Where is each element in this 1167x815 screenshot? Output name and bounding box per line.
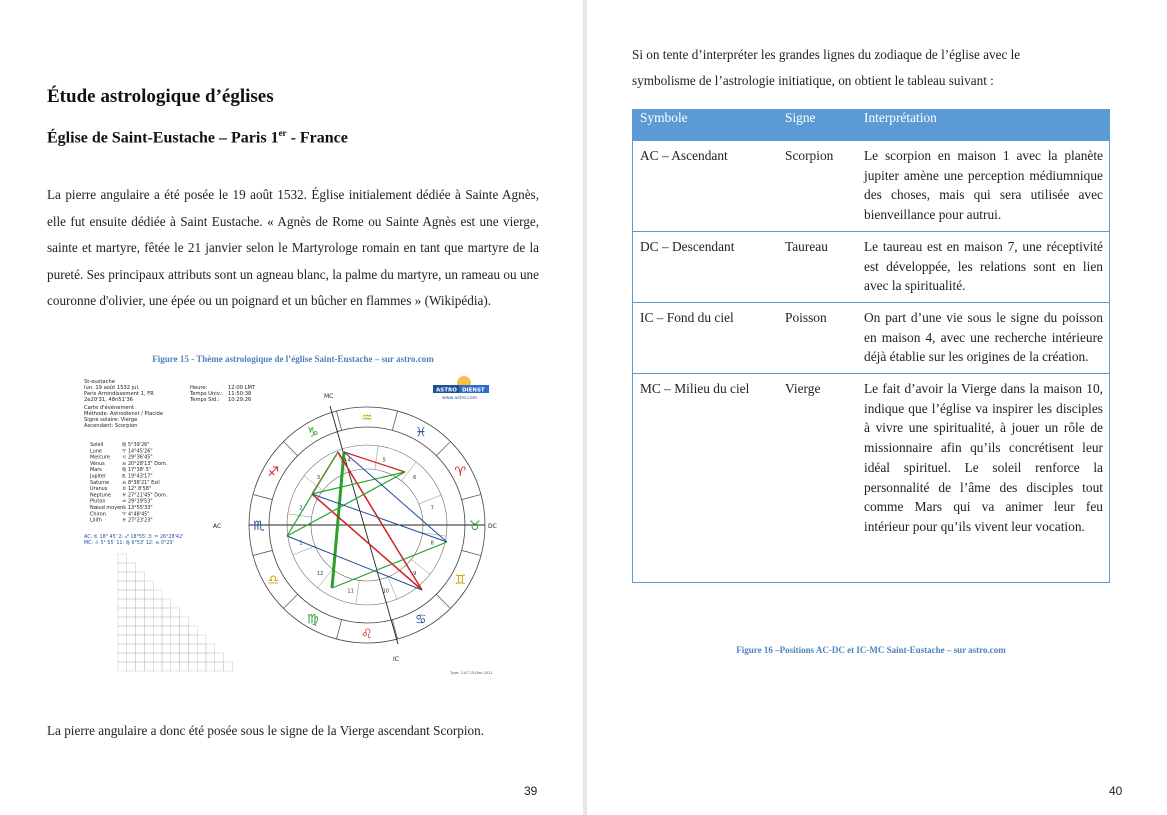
conclusion-paragraph: La pierre angulaire a donc été posée sous le signe de la Vierge ascendant Scorpion. xyxy=(47,723,485,738)
planet-position: ♏ 19°43'17" xyxy=(122,473,153,480)
aspect-cell xyxy=(171,608,180,617)
intro-paragraph: La pierre angulaire a été posée le 19 août 1532. Église initialement dédiée à Sainte Agnès, elle fut ensuite dédiée à Saint Eustache. « Agnès de Rome ou Sainte Agnès est une vierge, sainte et martyre, fêtée le 21 janvier selon le Martyrologe romain en tant que martyre de la pureté. Ses principaux attributs sont un agneau blanc, la palme du martyre, un rameau ou une couronne d'olivier, une épée ou un poignard et un bûcher en flammes » (Wikipédia). xyxy=(47,187,539,309)
aspect-cell xyxy=(171,617,180,626)
aspect-cell xyxy=(127,590,136,599)
aspect-cell xyxy=(162,608,171,617)
planet-position: ♈ 4°48'45" xyxy=(122,511,150,518)
zodiac-glyph-icon: ♌ xyxy=(361,627,373,642)
aspect-cell xyxy=(180,644,189,653)
house-number: 1 xyxy=(299,540,303,547)
planet-position: ♈ 14°45'26" xyxy=(122,448,153,455)
aspect-cell xyxy=(215,653,224,662)
aspect-cell xyxy=(144,590,153,599)
logo-text: ASTRO xyxy=(436,387,457,394)
cell-signe: Taureau xyxy=(778,231,857,302)
figure-16-caption: Figure 16 –Positions AC-DC et IC-MC Saint-Eustache – sur astro.com xyxy=(736,645,1006,655)
planet-position: ♎ 20°28'13" Dom. xyxy=(122,460,168,467)
chart-header-line: Paris Arrondissement 1, FR xyxy=(84,391,154,397)
aspect-cell xyxy=(180,626,189,635)
aspect-cell xyxy=(162,635,171,644)
aspect-cell xyxy=(144,608,153,617)
aspect-cell xyxy=(136,590,145,599)
aspect-cell xyxy=(136,608,145,617)
aspect-cell xyxy=(136,626,145,635)
time-label: Heure: xyxy=(190,385,208,391)
interpretation-table xyxy=(632,109,1110,583)
time-value: 10:29:26 xyxy=(228,397,252,403)
aspect-cell xyxy=(180,617,189,626)
cell-signe: Vierge xyxy=(778,374,857,583)
aspect-cell xyxy=(118,653,127,662)
zodiac-glyph-icon: ♏ xyxy=(253,519,265,534)
aspect-cell xyxy=(127,599,136,608)
cell-symbole: IC – Fond du ciel xyxy=(633,302,779,373)
chart-header-line: Carte d'événement xyxy=(84,405,135,411)
zodiac-glyph-icon: ♎ xyxy=(267,573,280,588)
zodiac-glyph-icon: ♋ xyxy=(415,612,427,628)
aspect-cell xyxy=(197,653,206,662)
aspect-cell xyxy=(136,581,145,590)
page-number-left: 39 xyxy=(524,784,538,798)
aspect-cell xyxy=(127,644,136,653)
aspect-cell xyxy=(127,608,136,617)
aspect-cell xyxy=(118,608,127,617)
header-interpretation: Interprétation xyxy=(857,109,1110,141)
house-number: 9 xyxy=(413,571,417,578)
zodiac-glyph-icon: ♐ xyxy=(267,465,280,480)
cell-signe: Scorpion xyxy=(778,141,857,232)
chart-header-line: lun. 19 août 1532 jul. xyxy=(84,385,140,391)
house-number: 12 xyxy=(316,571,324,578)
cell-interpretation: Le taureau est en maison 7, une réceptivité est développée, les relations sont en lien avec la spiritualité. xyxy=(857,231,1110,302)
chart-type-label: Type: 2.AT 25-Dez-2021 xyxy=(450,671,493,675)
page-number-right: 40 xyxy=(1109,784,1123,798)
church-subtitle xyxy=(47,128,348,147)
aspect-cell xyxy=(118,554,127,563)
aspect-cell xyxy=(118,617,127,626)
astrodienst-logo xyxy=(433,376,489,401)
aspect-cell xyxy=(144,581,153,590)
planet-position: ♍ 17°38' 5" xyxy=(122,467,152,474)
logo-url: www.astro.com xyxy=(442,396,478,401)
planet-name: Neptune xyxy=(90,492,111,499)
table-intro-paragraph: Si on tente d’interpréter les grandes lignes du zodiaque de l’église avec le symbolisme de l’astrologie initiatique, on obtient le tableau suivant : xyxy=(632,47,1021,88)
planet-name: Chiron xyxy=(90,511,106,518)
cell-symbole: AC – Ascendant xyxy=(633,141,779,232)
aspect-cell xyxy=(180,653,189,662)
aspect-cell xyxy=(224,662,233,671)
planet-position: ♎ 8°38'21" Exil xyxy=(122,479,160,486)
cell-symbole: DC – Descendant xyxy=(633,231,779,302)
page-title: Étude astrologique d’églises xyxy=(47,86,274,107)
planet-name: Vénus xyxy=(90,460,105,467)
aspect-cell xyxy=(144,662,153,671)
aspect-cell xyxy=(153,662,162,671)
aspect-cell xyxy=(127,653,136,662)
table-header-row xyxy=(633,109,1110,141)
planet-name: Lune xyxy=(90,448,102,455)
aspect-cell xyxy=(197,635,206,644)
house-number: 7 xyxy=(430,505,434,512)
aspect-cell xyxy=(136,662,145,671)
aspect-cell xyxy=(127,635,136,644)
aspect-cell xyxy=(153,644,162,653)
aspect-cell xyxy=(171,644,180,653)
planet-name: Pluton xyxy=(90,498,106,505)
house-number: 10 xyxy=(382,588,389,595)
subtitle-superscript: er xyxy=(278,128,287,138)
aspect-cell xyxy=(162,599,171,608)
aspect-cell xyxy=(144,635,153,644)
planet-name: Soleil xyxy=(90,442,104,448)
house-number: 4 xyxy=(347,457,351,464)
planet-position: ♓ 27°21'45" Dom. xyxy=(122,492,168,499)
aspect-cell xyxy=(153,635,162,644)
aspect-cell xyxy=(118,581,127,590)
aspect-cell xyxy=(188,653,197,662)
aspect-cell xyxy=(118,662,127,671)
planet-position: ♍ 5°39'26" xyxy=(122,442,150,448)
aspect-cell xyxy=(153,590,162,599)
planet-name: Mercure xyxy=(90,454,110,461)
time-value: 12:00 LMT xyxy=(228,385,256,391)
aspect-cell xyxy=(188,644,197,653)
chart-header-line: 2e20'31, 48n51'36 xyxy=(84,397,133,403)
aspect-cell xyxy=(162,617,171,626)
chart-header-line: Méthode: Astrodienst / Placide xyxy=(84,411,164,417)
aspect-cell xyxy=(118,635,127,644)
aspect-cell xyxy=(136,653,145,662)
aspect-cell xyxy=(144,599,153,608)
house-number: 2 xyxy=(299,505,303,512)
table-row xyxy=(633,231,1110,302)
cell-interpretation: On part d’une vie sous le signe du poisson en maison 4, avec une recherche intérieure déjà établie sur les origines de la création. xyxy=(857,302,1110,373)
planet-name: Mars xyxy=(90,467,102,474)
aspect-cell xyxy=(171,626,180,635)
aspect-cell xyxy=(162,644,171,653)
figure-15-caption: Figure 15 - Thème astrologique de l’église Saint-Eustache – sur astro.com xyxy=(152,354,434,364)
aspect-cell xyxy=(180,662,189,671)
aspect-cell xyxy=(153,653,162,662)
mc-line: MC: ♌ 5° 55' 11: ♍ 6°53' 12: ♎ 0°23' xyxy=(84,541,174,546)
zodiac-glyph-icon: ♍ xyxy=(307,612,319,628)
aspect-cell xyxy=(144,617,153,626)
cell-interpretation: Le scorpion en maison 1 avec la planète jupiter amène une perception médiumnique des choses, mais qui sera utilisée avec bienveillance pour autrui. xyxy=(857,141,1110,232)
time-label: Temps Sid.: xyxy=(190,397,220,403)
house-cusps xyxy=(84,534,183,546)
ic-label: IC xyxy=(393,656,399,663)
aspect-cell xyxy=(127,572,136,581)
chart-header-line: Ascendant: Scorpion xyxy=(84,423,138,429)
left-page xyxy=(0,0,583,815)
aspect-cell xyxy=(206,662,215,671)
aspect-cell xyxy=(136,635,145,644)
aspect-cell xyxy=(144,644,153,653)
aspect-cell xyxy=(206,653,215,662)
aspect-cell xyxy=(215,662,224,671)
zodiac-glyph-icon: ♊ xyxy=(454,573,467,588)
aspect-cell xyxy=(127,563,136,572)
aspect-cell xyxy=(171,653,180,662)
aspect-cell xyxy=(162,653,171,662)
subtitle-end: - France xyxy=(286,129,348,147)
aspect-cell xyxy=(118,644,127,653)
aspect-cell xyxy=(118,572,127,581)
dc-label: DC xyxy=(488,523,497,530)
aspect-cell xyxy=(162,662,171,671)
aspect-cell xyxy=(153,617,162,626)
aspect-cell xyxy=(136,617,145,626)
aspect-cell xyxy=(136,572,145,581)
aspect-cell xyxy=(197,662,206,671)
zodiac-glyph-icon: ♓ xyxy=(415,425,427,441)
aspect-cell xyxy=(188,635,197,644)
chart-header xyxy=(84,379,256,429)
aspect-cell xyxy=(153,608,162,617)
planet-position: ♉ 12° 8'58" xyxy=(122,486,152,493)
planet-position: ♌ 29°36'45" xyxy=(122,454,153,461)
table-row xyxy=(633,374,1110,583)
aspect-cell xyxy=(136,644,145,653)
planet-position: ♋ 13°55'33" xyxy=(122,505,153,511)
aspect-cell xyxy=(118,626,127,635)
planet-name: Nœud moyen xyxy=(90,505,124,511)
chart-wheel xyxy=(213,393,497,663)
house-number: 11 xyxy=(347,588,354,595)
zodiac-glyph-icon: ♉ xyxy=(469,519,481,534)
aspect-cell xyxy=(153,626,162,635)
subtitle-main: Église de Saint-Eustache – Paris 1 xyxy=(47,129,279,147)
logo-text: DIENST xyxy=(462,387,485,394)
mc-label: MC xyxy=(324,393,334,400)
aspect-cell xyxy=(144,653,153,662)
table-row xyxy=(633,302,1110,373)
aspect-cell xyxy=(127,626,136,635)
planet-name: Uranus xyxy=(90,486,108,493)
planet-list xyxy=(89,442,168,524)
time-value: 11:50:38 xyxy=(228,391,252,397)
chart-header-line: St-eustache xyxy=(84,379,115,385)
aspect-cell xyxy=(188,662,197,671)
aspect-cell xyxy=(127,662,136,671)
house-number: 3 xyxy=(316,474,321,481)
cell-interpretation: Le fait d’avoir la Vierge dans la maison 10, indique que l’église va inspirer les disciples à vivre une spiritualité, à jouer un rôle de missionnaire afin qu’ils concrétisent leur idéal spirituel. Le soleil renforce la personnalité de l’âme des disciples tout comme Mars qui va animer leur feu intérieur pour qu’ils vivent leur vocation. xyxy=(857,374,1110,583)
cell-signe: Poisson xyxy=(778,302,857,373)
chart-header-line: Signe solaire: Vierge xyxy=(84,417,138,423)
aspect-cell xyxy=(171,662,180,671)
aspect-grid xyxy=(118,554,232,671)
cell-symbole: MC – Milieu du ciel xyxy=(633,374,779,583)
zodiac-glyph-icon: ♒ xyxy=(361,411,373,426)
aspect-cell xyxy=(180,635,189,644)
aspect-cell xyxy=(188,626,197,635)
ac-label: AC xyxy=(213,523,222,530)
aspect-cell xyxy=(118,590,127,599)
zodiac-glyph-icon: ♈ xyxy=(454,465,467,480)
aspect-cell xyxy=(118,599,127,608)
aspect-cell xyxy=(127,617,136,626)
header-signe: Signe xyxy=(778,109,857,141)
aspect-cell xyxy=(118,563,127,572)
planet-position: ♓ 27°23'23" xyxy=(122,517,153,524)
aspect-cell xyxy=(171,635,180,644)
house-number: 8 xyxy=(430,540,434,547)
aspect-cell xyxy=(144,626,153,635)
planet-name: Saturne xyxy=(90,479,110,486)
house-number: 5 xyxy=(382,457,386,464)
zodiac-glyph-icon: ♑ xyxy=(307,425,319,441)
aspect-cell xyxy=(127,581,136,590)
aspect-cell xyxy=(136,599,145,608)
planet-position: ♒ 29°19'53" xyxy=(122,498,153,505)
time-label: Temps Univ.: xyxy=(190,391,223,397)
planet-name: Jupiter xyxy=(90,473,106,480)
house-number: 6 xyxy=(413,474,417,481)
header-symbole: Symbole xyxy=(633,109,779,141)
table-row xyxy=(633,141,1110,232)
aspect-cell xyxy=(162,626,171,635)
ac-line: AC: ♏ 18° 45' 2: ♐ 18°55' 3: ♒ 26°28'42' xyxy=(84,535,184,540)
aspect-cell xyxy=(197,644,206,653)
aspect-cell xyxy=(153,599,162,608)
planet-name: Lilith xyxy=(90,517,102,524)
astrological-chart-image xyxy=(80,376,505,678)
aspect-cell xyxy=(206,644,215,653)
